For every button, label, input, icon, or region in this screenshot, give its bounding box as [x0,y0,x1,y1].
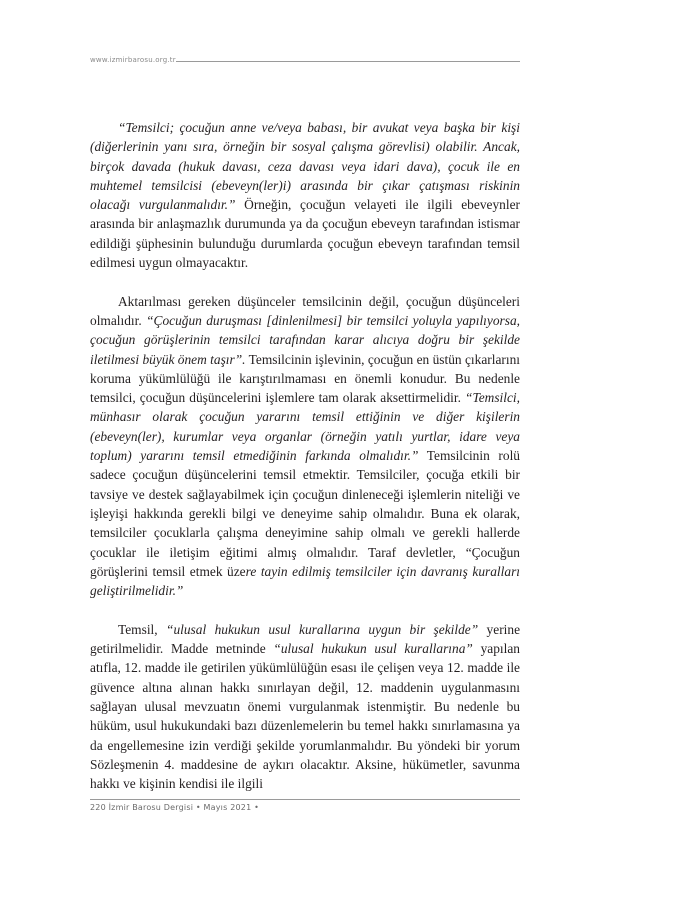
footer-divider [90,799,520,800]
quote-text: “Çocuğun duruşması [dinlenilmesi] bir temsilci yoluyla yapılıyorsa, çocuğun görüşlerinin temsilci tarafından karar alıcıya doğru bir şekilde iletilmesi büyük önem taşır”. [90,312,520,367]
quote-text: “Temsilci, münhasır olarak çocuğun yararını temsil ettiğinin ve diğer kişilerin (ebeveyn(ler), kurumlar veya organlar (örneğin yatılı yurtlar, idare veya toplum) yararını temsil etmediğinin farkında olmalıdır.” [90,390,520,464]
body-text-run: Temsilcinin işlevinin, çocuğun en üstün çıkarlarını koruma yükümlülüğü ile karıştırılmaması en önemli konudur. Bu nedenle temsilci, çocuğun düşüncelerini işlemlere tam olarak aksettirmelidir. [90,351,520,406]
quote-text: re tayin edilmiş temsilciler için davranış kuralları geliştirilmelidir.” [90,563,520,599]
quote-text: “ulusal hukukun usul kurallarına uygun bir şekilde” [166,621,479,637]
body-text-run: Temsilcinin rolü sadece çocuğun düşüncelerini temsil etmektir. Temsilciler, çocuğa etkili bir tavsiye ve destek sağlayabilmek için çocuğun dinleneceği işlemlerin niteliği ve işleyişi hakkında gerekli bilgi ve deneyime sahip olmalıdır. Buna ek olarak, temsilciler çocuklarla çalışma deneyimine sahip olmalı ve gerekli hallerde çocuklar ile iletişim eğitimi almış olmalıdır. Taraf devletler, “Çocuğun görüşlerini temsil etmek üze [90,448,520,579]
article-body [90,118,520,793]
body-text-run: Aktarılması gereken düşünceler temsilcinin değil, çocuğun düşünceleri olmalıdır. [90,293,520,328]
body-text-run: Temsil, [118,621,166,637]
quote-text: “ulusal hukukun usul kurallarına” [273,641,473,657]
paragraph-child-views [90,292,520,601]
footer-page-info: 220 İzmir Barosu Dergisi • Mayıs 2021 • [90,803,260,812]
quote-text: “Temsilci; çocuğun anne ve/veya babası, bir avukat veya başka bir kişi (diğerlerinin yanı sıra, örneğin bir sosyal çalışma görevlisi) olabilir. Ancak, birçok davada (hukuk davası, ceza davası veya idari dava), çocuk ile en muhtemel temsilcisi (ebeveyn(ler)i) arasında bir çıkar çatışması riskinin olacağı vurgulanmalıdır.” [90,120,520,213]
header-website-url: www.izmirbarosu.org.tr [90,56,176,64]
body-text-run: yerine getirilmelidir. Madde metninde [90,621,521,657]
paragraph-procedural-rules [90,620,520,794]
body-text-run: yapılan atıfla, 12. madde ile getirilen yükümlülüğün esası ile çelişen veya 12. madde ile güvence altına alınan hakkı sınırlayan değil, 12. maddenin uygulanmasını sağlayan ulusal mevzuatın önemi vurgulanmak istenmiştir. Bu nedenle bu hüküm, usul hukukundaki bazı düzenlemelerin bu temel hakkı sınırlamasına ya da engellemesine izin verdiği şekilde yorumlanmalıdır. Bu yöndeki bir yorum Sözleşmenin 4. maddesine de aykırı olacaktır. Aksine, hükümetler, savunma hakkı ve kişinin kendisi ile ilgili [90,641,520,792]
header-divider [176,61,520,62]
paragraph-representative-conflict [90,118,520,272]
body-text-run: Örneğin, çocuğun velayeti ile ilgili ebeveynler arasında bir anlaşmazlık durumunda ya da çocuğun ebeveyn tarafından istismar edildiği şüphesinin bulunduğu durumlarda çocuğun ebeveyn tarafından temsil edilmesi uygun olmayacaktır. [90,197,520,271]
